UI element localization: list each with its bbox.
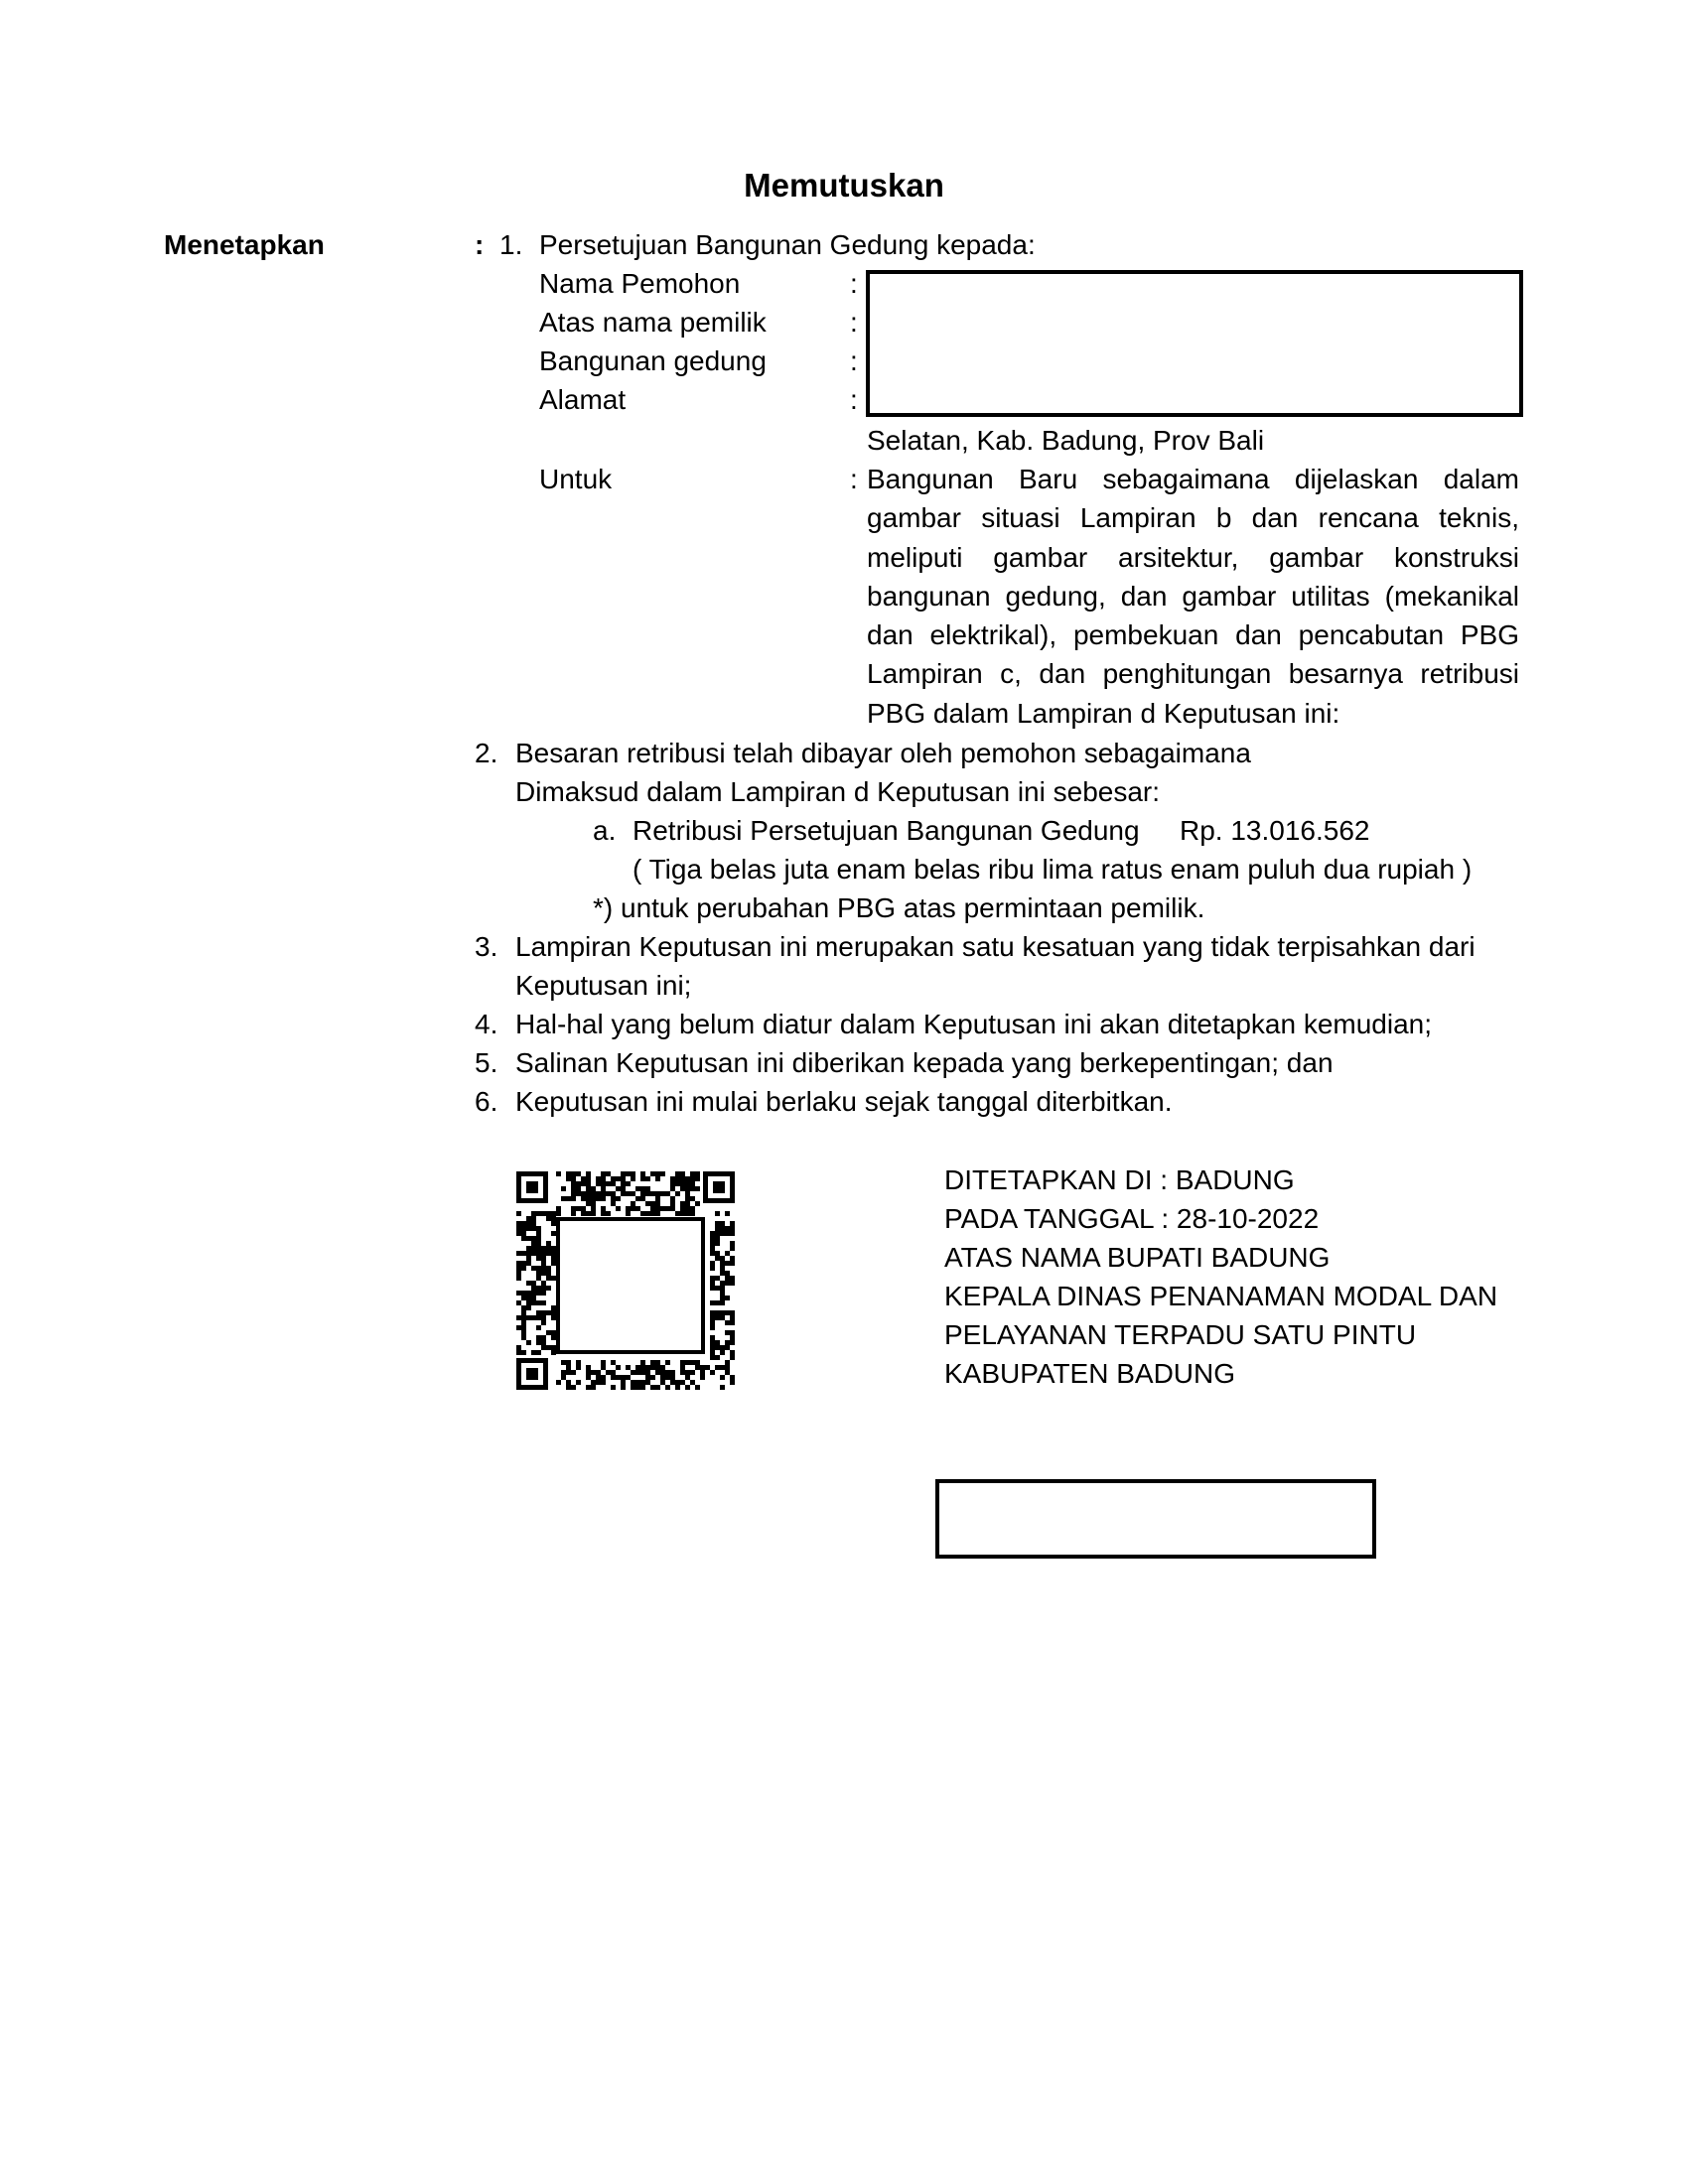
menetapkan-label: Menetapkan bbox=[164, 229, 325, 260]
item-1-heading: Persetujuan Bangunan Gedung kepada: bbox=[539, 229, 1036, 260]
field-label-bangunan-gedung: Bangunan gedung bbox=[539, 345, 767, 376]
item-2-line-2: Dimaksud dalam Lampiran d Keputusan ini sebesar: bbox=[515, 776, 1161, 807]
item-5-text: Salinan Keputusan ini diberikan kepada yang berkepentingan; dan bbox=[515, 1047, 1334, 1078]
item-6-text: Keputusan ini mulai berlaku sejak tanggal diterbitkan. bbox=[515, 1086, 1173, 1117]
item-4-number: 4. bbox=[475, 1009, 498, 1039]
retribusi-amount-words: ( Tiga belas juta enam belas ribu lima ratus enam puluh dua rupiah ) bbox=[633, 854, 1473, 885]
menetapkan-colon: : bbox=[475, 229, 485, 260]
item-3-line-2: Keputusan ini; bbox=[515, 970, 692, 1001]
field-label-untuk: Untuk bbox=[539, 464, 613, 494]
signature-line: KEPALA DINAS PENANAMAN MODAL DAN bbox=[944, 1281, 1498, 1311]
field-colon: : bbox=[850, 307, 858, 338]
item-5-number: 5. bbox=[475, 1047, 498, 1078]
item-2-note: *) untuk perubahan PBG atas permintaan pemilik. bbox=[593, 892, 1205, 923]
field-label-alamat: Alamat bbox=[539, 384, 627, 415]
item-3-line-1: Lampiran Keputusan ini merupakan satu kesatuan yang tidak terpisahkan dari bbox=[515, 931, 1476, 962]
field-colon: : bbox=[850, 384, 858, 415]
qr-code-icon bbox=[516, 1171, 735, 1390]
redaction-box-applicant bbox=[866, 270, 1523, 417]
alamat-tail: Selatan, Kab. Badung, Prov Bali bbox=[867, 425, 1265, 456]
field-colon: : bbox=[850, 345, 858, 376]
item-3-number: 3. bbox=[475, 931, 498, 962]
item-2-line-1: Besaran retribusi telah dibayar oleh pemohon sebagaimana bbox=[515, 738, 1251, 768]
document-title: Memutuskan bbox=[744, 167, 944, 204]
field-colon: : bbox=[850, 268, 858, 299]
item-6-number: 6. bbox=[475, 1086, 498, 1117]
sub-item-a-marker: a. bbox=[593, 815, 617, 846]
item-2-number: 2. bbox=[475, 738, 498, 768]
signature-line: DITETAPKAN DI : BADUNG bbox=[944, 1164, 1295, 1195]
item-4-text: Hal-hal yang belum diatur dalam Keputusan ini akan ditetapkan kemudian; bbox=[515, 1009, 1433, 1039]
signature-line: PADA TANGGAL : 28-10-2022 bbox=[944, 1203, 1320, 1234]
redaction-box-signatory bbox=[935, 1479, 1376, 1559]
signature-line: PELAYANAN TERPADU SATU PINTU bbox=[944, 1319, 1417, 1350]
retribusi-amount: Rp. 13.016.562 bbox=[1180, 815, 1370, 846]
signature-line: KABUPATEN BADUNG bbox=[944, 1358, 1236, 1389]
signature-line: ATAS NAMA BUPATI BADUNG bbox=[944, 1242, 1331, 1273]
sub-item-a-label: Retribusi Persetujuan Bangunan Gedung bbox=[633, 815, 1140, 846]
field-label-atas-nama-pemilik: Atas nama pemilik bbox=[539, 307, 767, 338]
field-colon: : bbox=[850, 464, 858, 494]
item-1-number: 1. bbox=[499, 229, 523, 260]
field-label-nama-pemohon: Nama Pemohon bbox=[539, 268, 741, 299]
untuk-value: Bangunan Baru sebagaimana dijelaskan dalam gambar situasi Lampiran b dan rencana teknis, meliputi gambar arsitektur, gambar konstruksi bangunan gedung, dan gambar utilitas (mekanikal dan elektrikal), pembekuan dan pencabutan PBG Lampiran c, dan penghitungan besarnya retribusi PBG dalam Lampiran d Keputusan ini: bbox=[867, 464, 1519, 729]
